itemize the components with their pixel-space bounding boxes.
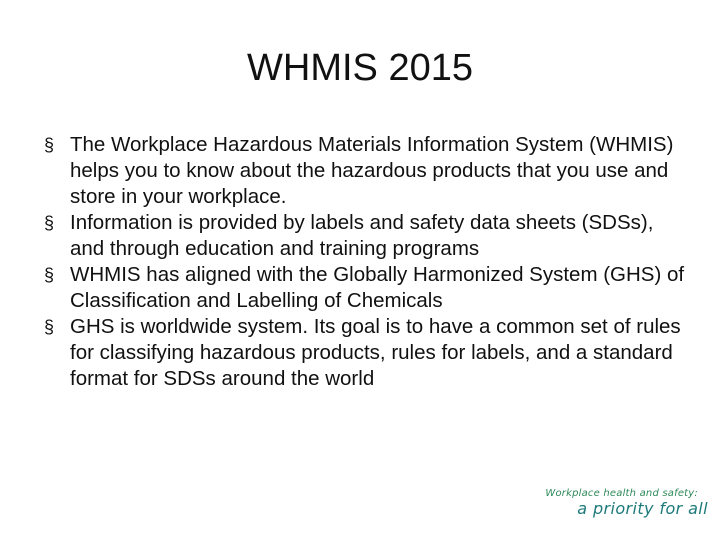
slide-title: WHMIS 2015 [247, 47, 473, 89]
bullet-list [44, 132, 692, 392]
bullet-marker-icon: § [44, 317, 55, 337]
bullet-item [44, 262, 692, 314]
bullet-text: The Workplace Hazardous Materials Information System (WHMIS) helps you to know about the hazardous products that you use and store in your workplace. [70, 133, 674, 208]
bullet-text: Information is provided by labels and safety data sheets (SDSs), and through education and training programs [70, 211, 654, 260]
bullet-item [44, 210, 692, 262]
bullet-text: GHS is worldwide system. Its goal is to have a common set of rules for classifying hazardous products, rules for labels, and a standard format for SDSs around the world [70, 315, 681, 390]
bullet-marker-icon: § [44, 265, 55, 285]
bullet-item [44, 314, 692, 392]
footer-logo [508, 488, 708, 528]
logo-tagline-bottom: a priority for all [577, 499, 708, 518]
bullet-item [44, 132, 692, 210]
logo-tagline-top: Workplace health and safety: [545, 488, 698, 499]
bullet-marker-icon: § [44, 135, 55, 155]
bullet-text: WHMIS has aligned with the Globally Harmonized System (GHS) of Classification and Labelling of Chemicals [70, 263, 685, 312]
bullet-marker-icon: § [44, 213, 55, 233]
